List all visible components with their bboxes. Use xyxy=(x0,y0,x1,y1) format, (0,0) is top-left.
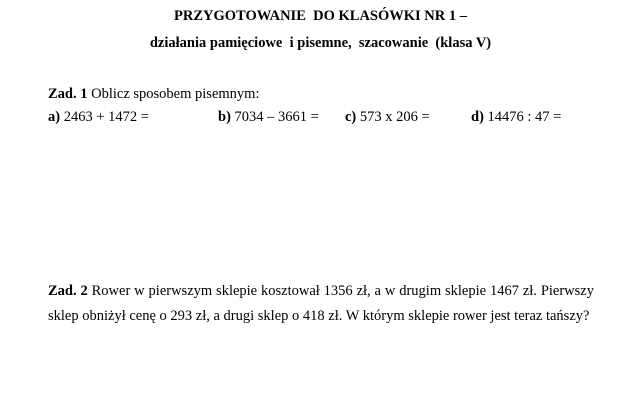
task-1-item-c xyxy=(345,109,430,126)
item-letter: b) xyxy=(218,109,231,125)
task-1-header xyxy=(48,86,259,103)
item-expression: 2463 + 1472 = xyxy=(60,109,149,125)
worksheet-title: PRZYGOTOWANIE DO KLASÓWKI NR 1 – xyxy=(174,8,467,24)
task-1-instruction: Oblicz sposobem pisemnym: xyxy=(87,86,260,102)
item-letter: c) xyxy=(345,109,357,125)
task-2-line-1 xyxy=(48,283,594,300)
task-1-item-b xyxy=(218,109,319,126)
item-expression: 14476 : 47 = xyxy=(483,109,562,125)
item-expression: 573 x 206 = xyxy=(356,109,430,125)
task-2-text-1: Rower w pierwszym sklepie kosztował 1356 zł, a w drugim sklepie 1467 zł. Pierwszy xyxy=(87,283,594,299)
task-1-label: Zad. 1 xyxy=(48,86,88,102)
item-letter: d) xyxy=(471,109,484,125)
task-2-line-2 xyxy=(48,308,594,325)
item-letter: a) xyxy=(48,109,61,125)
task-1-item-a xyxy=(48,109,149,126)
task-1-item-d xyxy=(471,109,561,126)
task-2-text-2: sklep obniżył cenę o 293 zł, a drugi sklep o 418 zł. W którym sklepie rower jest teraz tańszy? xyxy=(48,308,590,324)
item-expression: 7034 – 3661 = xyxy=(230,109,319,125)
worksheet-subtitle: działania pamięciowe i pisemne, szacowanie (klasa V) xyxy=(149,35,492,51)
task-2-label: Zad. 2 xyxy=(48,283,88,299)
